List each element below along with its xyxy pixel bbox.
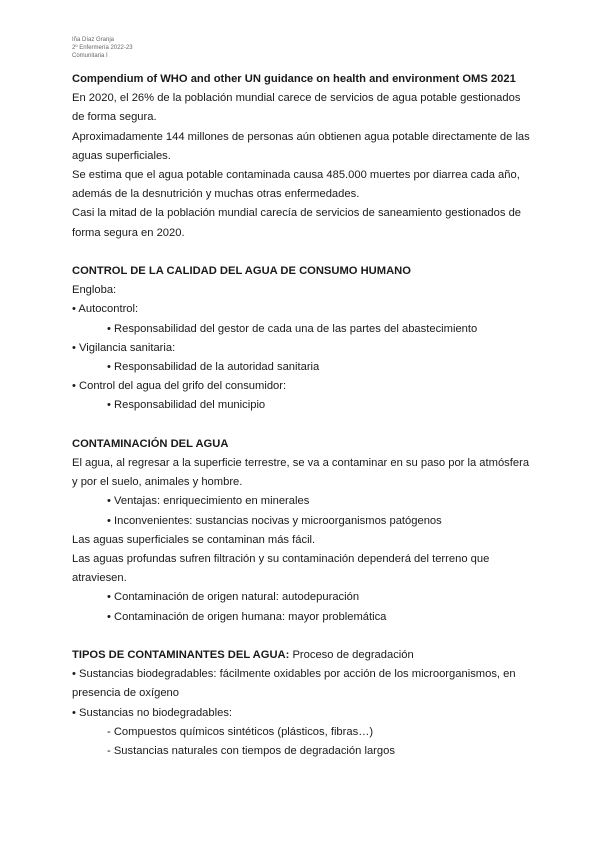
paragraph-line: y por el suelo, animales y hombre. (72, 476, 243, 489)
intro-line: aguas superficiales. (72, 149, 171, 162)
section-lead: Engloba: (72, 284, 117, 297)
section-heading-tipos-rest: Proceso de degradación (289, 649, 414, 662)
sub-bullet-item: • Inconvenientes: sustancias nocivas y microorganismos patógenos (107, 514, 442, 527)
page-header (72, 36, 133, 60)
intro-line: Se estima que el agua potable contaminada causa 485.000 muertes por diarrea cada año, (72, 169, 520, 182)
intro-line: En 2020, el 26% de la población mundial carece de servicios de agua potable gestionados (72, 92, 521, 105)
dash-item: - Sustancias naturales con tiempos de degradación largos (107, 745, 395, 758)
paragraph-line: El agua, al regresar a la superficie terrestre, se va a contaminar en su paso por la atmósfera (72, 457, 530, 470)
paragraph-line: atraviesen. (72, 572, 127, 585)
header-course: 2º Enfermería 2022-23 (72, 45, 133, 51)
paragraph-line: Las aguas superficiales se contaminan más fácil. (72, 533, 316, 546)
bullet-item: • Autocontrol: (72, 303, 139, 316)
sub-bullet-item: • Contaminación de origen natural: autodepuración (107, 591, 360, 604)
bullet-item: • Control del agua del grifo del consumidor: (72, 380, 287, 393)
paragraph-line: Las aguas profundas sufren filtración y su contaminación dependerá del terreno que (72, 553, 490, 566)
bullet-item: • Sustancias no biodegradables: (72, 706, 233, 719)
document-body (72, 70, 542, 761)
bullet-item: • Sustancias biodegradables: fácilmente oxidables por acción de los microorganismos, en (72, 668, 516, 681)
paragraph-line: presencia de oxígeno (72, 687, 179, 700)
intro-line: Casi la mitad de la población mundial carecía de servicios de saneamiento gestionados de (72, 207, 522, 220)
section-heading-contaminacion: CONTAMINACIÓN DEL AGUA (72, 437, 229, 450)
sub-bullet-item: • Contaminación de origen humana: mayor problemática (107, 610, 387, 623)
section-heading-tipos-bold: TIPOS DE CONTAMINANTES DEL AGUA: (72, 649, 290, 662)
bullet-item: • Vigilancia sanitaria: (72, 341, 176, 354)
sub-bullet-item: • Responsabilidad del municipio (107, 399, 266, 412)
intro-line: de forma segura. (72, 111, 157, 124)
sub-bullet-item: • Responsabilidad del gestor de cada una de las partes del abastecimiento (107, 322, 478, 335)
sub-bullet-item: • Ventajas: enriquecimiento en minerales (107, 495, 310, 508)
document-title: Compendium of WHO and other UN guidance on health and environment OMS 2021 (72, 73, 516, 85)
intro-line: además de la desnutrición y muchas otras enfermedades. (72, 188, 360, 201)
intro-line: forma segura en 2020. (72, 226, 185, 239)
header-subject: Comunitaria I (72, 53, 108, 59)
intro-line: Aproximadamente 144 millones de personas aún obtienen agua potable directamente de las (72, 130, 530, 143)
dash-item: - Compuestos químicos sintéticos (plásticos, fibras…) (107, 725, 374, 738)
sub-bullet-item: • Responsabilidad de la autoridad sanitaria (107, 361, 320, 374)
section-heading-control: CONTROL DE LA CALIDAD DEL AGUA DE CONSUMO HUMANO (72, 265, 411, 278)
header-author: Iña Díaz Granja (72, 37, 115, 43)
section-heading-tipos (72, 646, 542, 665)
